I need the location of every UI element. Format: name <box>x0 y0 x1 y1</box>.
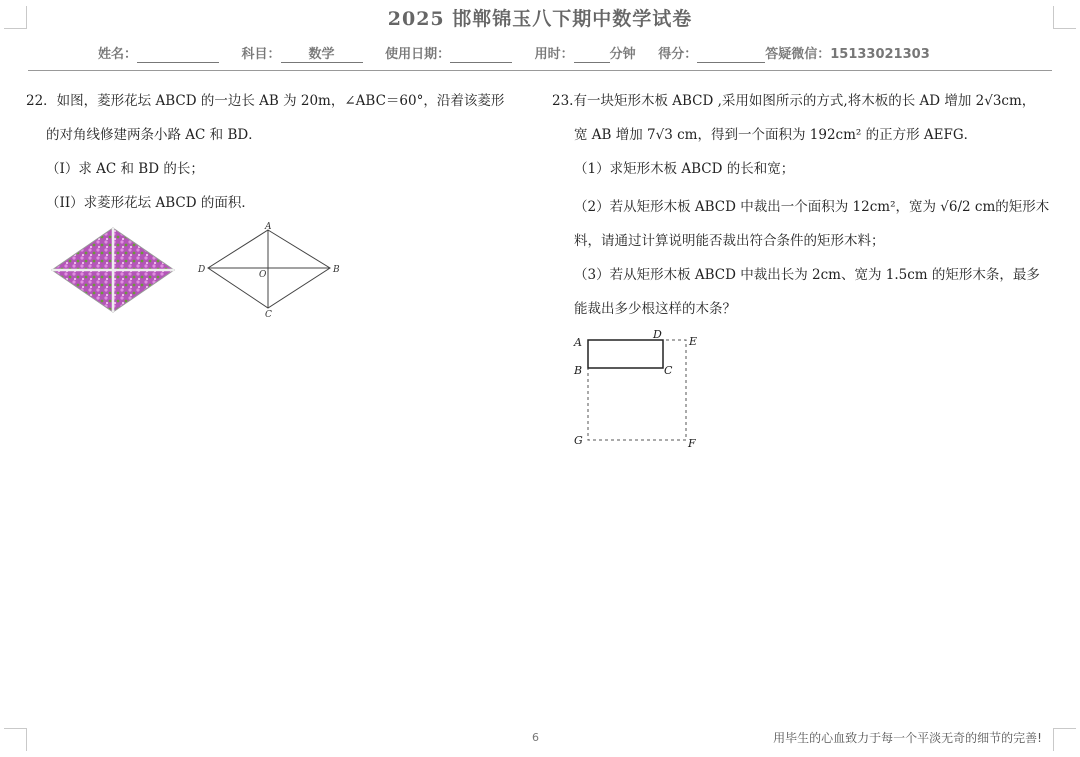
square-label-a: A <box>574 336 582 349</box>
q23-part-2-line-2: 料，请通过计算说明能否裁出符合条件的矩形木料； <box>574 233 885 249</box>
header-divider <box>28 70 1052 71</box>
question-22 <box>26 84 526 220</box>
q22-part-2: （II）求菱形花坛 ABCD 的面积． <box>46 195 255 211</box>
square-label-c: C <box>664 364 673 377</box>
q22-part-1: （I）求 AC 和 BD 的长； <box>46 161 204 177</box>
score-blank <box>697 47 765 63</box>
rhombus-label-b: B <box>333 265 340 275</box>
crop-mark-bottom-left <box>4 728 27 751</box>
exam-info-line <box>98 43 930 63</box>
score-label: 得分： <box>658 47 698 62</box>
q22-line-2: 的对角线修建两条小路 AC 和 BD． <box>46 127 262 143</box>
square-label-b: B <box>574 364 583 377</box>
time-label: 用时： <box>534 47 574 62</box>
q23-part-3-line-2: 能裁出多少根这样的木条？ <box>574 301 736 317</box>
rhombus-label-o: O <box>259 270 267 280</box>
flower-bed-photo <box>48 224 178 320</box>
name-label: 姓名： <box>98 47 138 62</box>
q22-line-1: 22．如图，菱形花坛 ABCD 的一边长 AB 为 20m，∠ABC＝60°，沿着该菱形 <box>26 93 505 109</box>
name-blank <box>137 47 219 63</box>
subject-value: 数学 <box>281 43 363 63</box>
time-blank <box>574 47 610 63</box>
wechat-label: 答疑微信： <box>765 47 831 62</box>
square-label-e: E <box>689 335 698 348</box>
exam-title: 2025 邯郸锦玉八下期中数学试卷 <box>387 8 693 30</box>
wechat-value: 15133021303 <box>830 47 930 62</box>
q23-line-2: 宽 AB 增加 7√3 cm，得到一个面积为 192cm² 的正方形 AEFG． <box>574 127 978 143</box>
q23-part-2-line-1: （2）若从矩形木板 ABCD 中裁出一个面积为 12cm²，宽为 √6/2 cm的矩形木 <box>574 199 1050 215</box>
crop-mark-bottom-right <box>1053 728 1076 751</box>
rhombus-label-a: A <box>265 222 272 232</box>
rectangle-square-diagram <box>570 328 710 456</box>
rhombus-diagram <box>196 222 342 322</box>
question-23 <box>552 84 1052 326</box>
rhombus-label-d: D <box>198 265 206 275</box>
square-label-d: D <box>653 328 662 341</box>
square-label-g: G <box>574 434 583 447</box>
square-label-f: F <box>688 437 696 450</box>
date-blank <box>450 47 512 63</box>
q23-line-1: 23.有一块矩形木板 ABCD ,采用如图所示的方式,将木板的长 AD 增加 2√3cm， <box>552 93 1036 109</box>
date-label: 使用日期： <box>385 47 451 62</box>
footer-motto: 用毕生的心血致力于每一个平淡无奇的细节的完善! <box>773 731 1042 745</box>
q23-part-3-line-1: （3）若从矩形木板 ABCD 中裁出长为 2cm、宽为 1.5cm 的矩形木条，最多 <box>574 267 1040 283</box>
time-unit: 分钟 <box>609 47 636 62</box>
q23-part-1: （1）求矩形木板 ABCD 的长和宽； <box>574 161 795 177</box>
page-number: 6 <box>532 731 539 744</box>
subject-label: 科目： <box>241 47 281 62</box>
rhombus-label-c: C <box>265 310 272 318</box>
